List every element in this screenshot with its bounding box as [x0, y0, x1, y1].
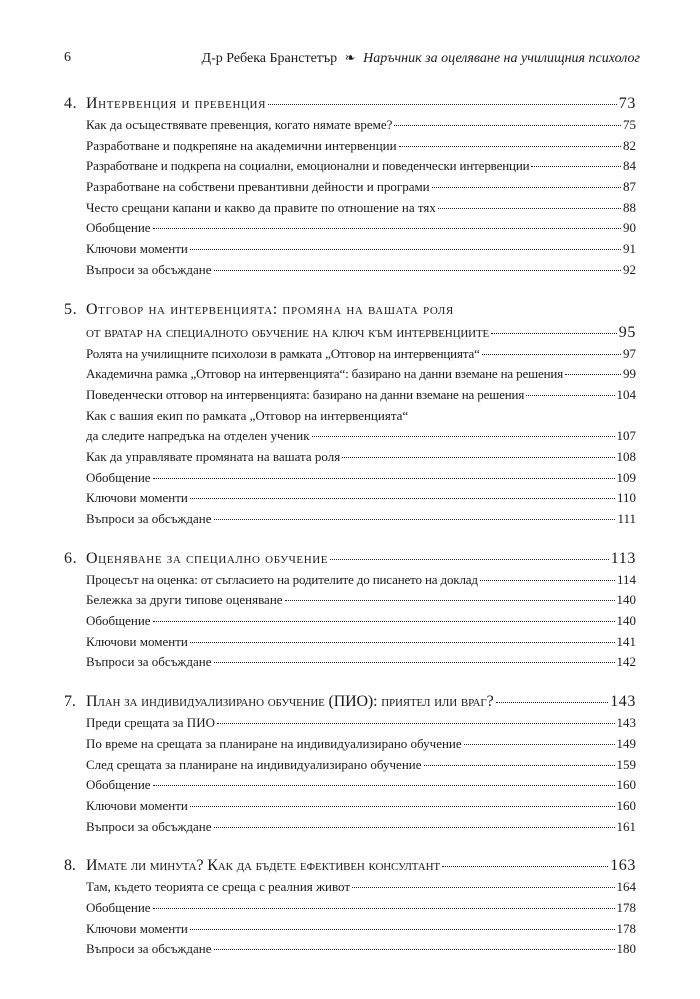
page-ref: 87 — [623, 179, 636, 195]
dot-leader — [214, 949, 615, 950]
chapter-number: 5. — [64, 300, 78, 318]
item-label: Ключови моменти — [86, 490, 188, 506]
item-label: Въпроси за обсъждане — [86, 261, 212, 277]
dot-leader — [153, 621, 615, 622]
dot-leader — [153, 478, 615, 479]
dot-leader — [330, 559, 609, 560]
dot-leader — [352, 887, 614, 888]
page-ref: 114 — [616, 571, 636, 587]
item-label: Как да управлявате промяната на вашата роля — [86, 448, 341, 464]
dot-leader — [190, 806, 615, 807]
page-ref: 141 — [616, 633, 636, 649]
dot-leader — [438, 208, 621, 209]
toc-item[interactable] — [64, 755, 636, 776]
toc-item[interactable] — [64, 877, 636, 898]
author-name: Д-р Ребека Бранстетър — [201, 51, 338, 66]
item-label: Ключови моменти — [86, 920, 188, 936]
item-label: Обобщение — [86, 613, 151, 629]
item-label: Обобщение — [86, 777, 151, 793]
page-ref: 88 — [623, 199, 636, 215]
page-number: 6 — [64, 50, 71, 65]
dot-leader — [565, 374, 621, 375]
dot-leader — [394, 125, 621, 126]
dot-leader — [214, 270, 621, 271]
toc-item[interactable] — [64, 734, 636, 755]
page-ref: 178 — [616, 920, 636, 936]
toc-item[interactable] — [64, 611, 636, 632]
item-label: Разработване и подкрепяне на академични интервенции — [86, 137, 397, 153]
item-label: Ключови моменти — [86, 241, 188, 257]
toc-item[interactable] — [64, 156, 636, 177]
page-ref: 163 — [610, 857, 636, 875]
toc-item[interactable] — [64, 570, 636, 591]
dot-leader — [190, 498, 615, 499]
toc-item[interactable] — [64, 344, 636, 365]
page-ref: 142 — [616, 654, 636, 670]
page-ref: 82 — [623, 137, 636, 153]
item-label: Въпроси за обсъждане — [86, 941, 212, 957]
book-title: Наръчник за оцеляване на училищния психолог — [363, 51, 640, 66]
dot-leader — [432, 187, 621, 188]
chapter-title: Оценяване за специално обучение — [86, 549, 329, 567]
chapter-heading-line1[interactable] — [64, 298, 636, 321]
toc-item[interactable] — [64, 652, 636, 673]
chapter-number: 8. — [64, 857, 76, 875]
page-ref: 143 — [610, 693, 636, 711]
chapter-heading-line2[interactable] — [64, 321, 636, 344]
page-ref: 140 — [616, 613, 636, 629]
page-ref: 95 — [618, 323, 636, 341]
item-label: Процесът на оценка: от съгласието на родителите до писането на доклад — [86, 571, 478, 587]
toc-item[interactable] — [64, 796, 636, 817]
page-ref: 149 — [616, 735, 636, 751]
chapter-heading[interactable] — [64, 854, 636, 877]
item-label: След срещата за планиране на индивидуализирано обучение — [86, 756, 422, 772]
item-label: Често срещани капани и какво да правите по отношение на тях — [86, 199, 436, 215]
toc-item[interactable] — [64, 509, 636, 530]
dot-leader — [268, 104, 617, 105]
toc-chapter-5 — [64, 298, 636, 530]
toc-item-line1[interactable]: Как с вашия екип по рамката „Отговор на интервенцията“ — [86, 407, 409, 423]
toc-item[interactable] — [64, 590, 636, 611]
toc-item[interactable] — [64, 385, 636, 406]
page-ref: 140 — [616, 592, 636, 608]
page-ref: 113 — [610, 549, 636, 567]
page-header — [64, 50, 640, 70]
page-ref: 97 — [623, 345, 636, 361]
page-ref: 143 — [616, 715, 636, 731]
item-label: Академична рамка „Отговор на интервенцията“: базирано на данни вземане на решения — [86, 366, 564, 382]
chapter-title: Интервенция и превенция — [86, 95, 267, 112]
dot-leader — [482, 354, 621, 355]
page-ref: 160 — [616, 797, 636, 813]
dot-leader — [217, 723, 615, 724]
chapter-title-continued: от вратар на специалното обучение на ключ към интервенциите — [86, 323, 490, 341]
toc-item[interactable] — [64, 468, 636, 489]
item-label: Как да осъществявате превенция, когато нямате време? — [86, 117, 393, 132]
toc-item[interactable] — [64, 218, 636, 239]
toc-item[interactable] — [64, 426, 636, 447]
chapter-heading[interactable] — [64, 92, 636, 115]
chapter-number: 6. — [64, 549, 78, 567]
toc-item[interactable] — [64, 939, 636, 960]
toc-chapter-6 — [64, 547, 636, 673]
dot-leader — [342, 457, 614, 458]
item-label: Разработване и подкрепа на социални, емоционални и поведенчески интервенции — [86, 158, 530, 174]
toc-item[interactable] — [64, 632, 636, 653]
page-ref: 91 — [623, 241, 636, 257]
running-title — [202, 50, 640, 67]
chapter-title: Отговор на интервенцията: промяна на вашата роля — [86, 300, 454, 318]
item-label: Въпроси за обсъждане — [86, 818, 212, 834]
toc-item[interactable] — [64, 713, 636, 734]
dot-leader — [312, 436, 615, 437]
dot-leader — [526, 395, 614, 396]
table-of-contents — [64, 92, 636, 977]
dot-leader — [285, 600, 615, 601]
dot-leader — [442, 866, 608, 867]
dot-leader — [190, 249, 621, 250]
page-ref: 160 — [616, 777, 636, 793]
dot-leader — [153, 785, 615, 786]
toc-item[interactable] — [64, 198, 636, 219]
page-ref: 109 — [616, 469, 636, 485]
page-ref: 92 — [623, 261, 636, 277]
item-label: По време на срещата за планиране на индивидуализирано обучение — [86, 735, 462, 751]
dot-leader — [153, 228, 621, 229]
toc-item[interactable] — [64, 775, 636, 796]
toc-item[interactable] — [64, 177, 636, 198]
item-label: Там, където теорията се среща с реалния живот — [86, 879, 351, 895]
dot-leader — [190, 642, 615, 643]
page-ref: 110 — [616, 490, 636, 506]
chapter-number: 7. — [64, 693, 76, 711]
item-label: Преди срещата за ПИО — [86, 715, 215, 731]
item-label: да следите напредъка на отделен ученик — [86, 428, 310, 444]
item-label: Ключови моменти — [86, 633, 188, 649]
page-ref: 108 — [616, 448, 636, 464]
chapter-title: Имате ли минута? Как да бъдете ефективен консултант — [86, 857, 440, 875]
page-ref: 90 — [623, 220, 636, 236]
toc-item[interactable] — [64, 136, 636, 157]
toc-item[interactable] — [64, 239, 636, 260]
item-label: Ролята на училищните психолози в рамката „Отговор на интервенцията“ — [86, 345, 480, 361]
toc-item[interactable] — [64, 488, 636, 509]
toc-chapter-8 — [64, 854, 636, 960]
page-ref: 159 — [616, 756, 636, 772]
page-ref: 75 — [623, 117, 636, 132]
toc-chapter-7 — [64, 690, 636, 837]
item-label: Ключови моменти — [86, 797, 188, 813]
page-ref: 164 — [616, 879, 636, 895]
chapter-number: 4. — [64, 95, 78, 112]
page-ref: 161 — [616, 818, 636, 834]
item-label: Въпроси за обсъждане — [86, 511, 212, 526]
page-ref: 104 — [616, 386, 636, 402]
chapter-heading[interactable] — [64, 547, 636, 570]
dot-leader — [214, 519, 616, 520]
page-ref: 107 — [616, 428, 636, 444]
item-label: Обобщение — [86, 220, 151, 236]
chapter-heading[interactable] — [64, 690, 636, 713]
page-ref: 180 — [616, 941, 636, 957]
dot-leader — [480, 580, 615, 581]
dot-leader — [153, 908, 615, 909]
dot-leader — [214, 827, 615, 828]
toc-chapter-4 — [64, 92, 636, 281]
dot-leader — [496, 702, 609, 703]
item-label: Поведенчески отговор на интервенцията: базирано на данни вземане на решения — [86, 386, 525, 402]
item-label: Бележка за други типове оценяване — [86, 592, 283, 608]
item-label: Обобщение — [86, 469, 151, 485]
toc-item[interactable] — [64, 115, 636, 136]
dot-leader — [464, 744, 615, 745]
chapter-title: План за индивидуализирано обучение (ПИО): приятел или враг? — [86, 693, 494, 711]
item-label: Разработване на собствени превантивни дейности и програми — [86, 179, 430, 195]
toc-item[interactable] — [64, 817, 636, 838]
toc-item[interactable] — [64, 364, 636, 385]
page-ref: 84 — [623, 158, 636, 174]
item-label: Обобщение — [86, 899, 151, 915]
page-ref: 73 — [618, 95, 636, 112]
toc-item[interactable] — [64, 898, 636, 919]
dot-leader — [190, 929, 615, 930]
toc-item[interactable] — [64, 919, 636, 940]
toc-item[interactable] — [64, 260, 636, 281]
fleuron-icon: ❧ — [344, 50, 356, 65]
item-label: Въпроси за обсъждане — [86, 654, 212, 670]
dot-leader — [531, 166, 621, 167]
dot-leader — [424, 765, 615, 766]
page-ref: 111 — [617, 511, 636, 526]
dot-leader — [491, 333, 617, 334]
page-ref: 99 — [623, 366, 636, 382]
dot-leader — [399, 146, 621, 147]
dot-leader — [214, 662, 615, 663]
page-ref: 178 — [616, 899, 636, 915]
toc-item[interactable] — [64, 447, 636, 468]
